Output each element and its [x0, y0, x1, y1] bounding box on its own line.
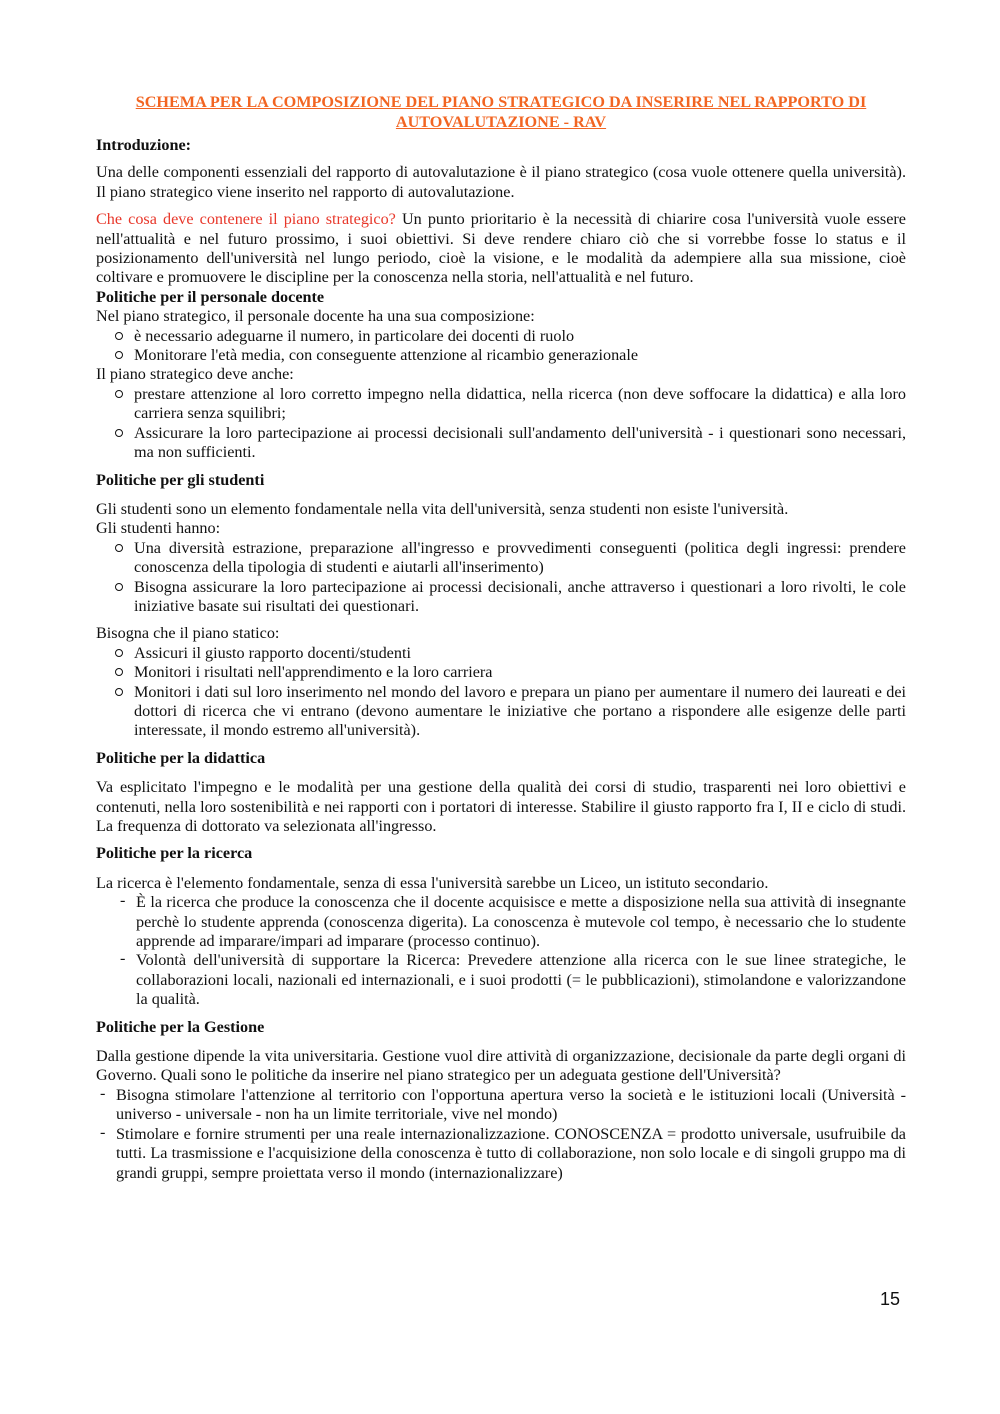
question-highlight: Che cosa deve contenere il piano strategico? [96, 210, 396, 229]
intro-paragraph: Una delle componenti essenziali del rapporto di autovalutazione è il piano strategico (cosa vuole ottenere quella università). Il piano strategico viene inserito nel rapporto di autovalutazione. [96, 163, 906, 201]
list-item: - Volontà dell'università di supportare la Ricerca: Prevedere attenzione alla ricerca con le sue linee strategiche, le collaborazioni locali, nazionali ed internazionali, e i suoi prodotti (= le pubblicazioni), stimolandone e valorizzandone la qualità. [96, 951, 906, 1009]
gestione-paragraph: Dalla gestione dipende la vita universitaria. Gestione vuol dire attività di organizzazione, decisionale da parte degli organi di Governo. Quali sono le politiche da inserire nel piano strategico per un adeguata gestione dell'Università? [96, 1047, 906, 1085]
list-item: è necessario adeguarne il numero, in particolare dei docenti di ruolo [96, 327, 906, 346]
list-item: Monitorare l'età media, con conseguente attenzione al ricambio generazionale [96, 346, 906, 365]
question-answer-text: Un punto prioritario è la necessità di chiarire cosa l'università vuole essere nell'attualità e nel futuro prossimo, i suoi obiettivi. Si deve rendere chiaro ciò che si vorrebbe fosse lo status e il posizionamento dell'università nel lungo periodo, cioè la visione, e le modalità da adempiere alla sua missione, cioè coltivare e promuovere le discipline per la conoscenza nella storia, nell'attualità e nel futuro. [96, 210, 906, 287]
ricerca-heading: Politiche per la ricerca [96, 844, 253, 863]
docenti-lead-2: Il piano strategico deve anche: [96, 365, 294, 384]
list-item: Assicuri il giusto rapporto docenti/studenti [96, 644, 906, 663]
list-item: prestare attenzione al loro corretto impegno nella didattica, nella ricerca (non deve soffocare la didattica) e alla loro carriera senza squilibri; [96, 385, 906, 424]
page-number: 15 [880, 1289, 901, 1309]
list-item: Bisogna assicurare la loro partecipazione ai processi decisionali, anche attraverso i questionari a loro rivolti, le cole iniziative basate sui risultati dei questionari. [96, 578, 906, 617]
studenti-heading: Politiche per gli studenti [96, 470, 265, 489]
docenti-lead-1: Nel piano strategico, il personale docente ha una sua composizione: [96, 307, 535, 326]
document-title: SCHEMA PER LA COMPOSIZIONE DEL PIANO STRATEGICO DA INSERIRE NEL RAPPORTO DI AUTOVALUTAZIONE - RAV [135, 93, 867, 131]
ricerca-list [96, 893, 906, 1009]
document-page [96, 93, 906, 1183]
studenti-lead-2: Bisogna che il piano statico: [96, 624, 280, 643]
studenti-lead-1: Gli studenti hanno: [96, 519, 221, 538]
list-item: Una diversità estrazione, preparazione all'ingresso e provvedimenti conseguenti (politica degli ingressi: prendere conoscenza della tipologia di studenti e aiutarli all'inserimento) [96, 539, 906, 578]
didattica-heading: Politiche per la didattica [96, 748, 266, 767]
docenti-list-1 [96, 327, 906, 366]
list-item: - È la ricerca che produce la conoscenza che il docente acquisisce e mette a disposizione nella sua attività di insegnante perchè lo studente apprenda (conoscenza digerita). La conoscenza è mutevole col tempo, è necessario che lo studente apprende ad imparare/impari ad imparare (processo continuo). [96, 893, 906, 951]
list-item: Monitori i dati sul loro inserimento nel mondo del lavoro e prepara un piano per aumentare il numero dei laureati e dei dottori di ricerca che vi entrano (devono aumentare le iniziative che portano a rispondere alle esigenze delle parti interessate, il mondo estremo all'università). [96, 683, 906, 741]
didattica-paragraph: Va esplicitato l'impegno e le modalità per una gestione della qualità dei corsi di studio, trasparenti nei loro obiettivi e contenuti, nella loro sostenibilità e nei rapporti con i portatori di interesse. Stabilire il giusto rapporto fra I, II e ciclo di studi. La frequenza di dottorato va selezionata all'ingresso. [96, 778, 906, 835]
studenti-paragraph: Gli studenti sono un elemento fondamentale nella vita dell'università, senza studenti non esiste l'università. [96, 499, 789, 518]
list-item: Monitori i risultati nell'apprendimento e la loro carriera [96, 663, 906, 682]
studenti-list-1 [96, 539, 906, 617]
docenti-list-2 [96, 385, 906, 463]
list-item: Assicurare la loro partecipazione ai processi decisionali sull'andamento dell'università - i questionari sono necessari, ma non sufficienti. [96, 424, 906, 463]
studenti-list-2 [96, 644, 906, 741]
intro-heading: Introduzione: [96, 136, 192, 154]
list-item: - Bisogna stimolare l'attenzione al territorio con l'opportuna apertura verso la società e le istituzioni locali (Università - universo - universale - non ha un limite territoriale, vive nel mondo) [96, 1086, 906, 1125]
list-item: - Stimolare e fornire strumenti per una reale internazionalizzazione. CONOSCENZA = prodotto universale, usufruibile da tutti. La trasmissione e l'acquisizione della conoscenza è tutto di collaborazione, non solo locale e di singoli gruppo ma di grandi gruppi, sempre proiettata verso il mondo (internazionalizzare) [96, 1125, 906, 1183]
gestione-list [96, 1086, 906, 1183]
docenti-heading: Politiche per il personale docente [96, 287, 325, 306]
ricerca-paragraph: La ricerca è l'elemento fondamentale, senza di essa l'università sarebbe un Liceo, un istituto secondario. [96, 873, 769, 892]
gestione-heading: Politiche per la Gestione [96, 1017, 265, 1036]
intro-question-paragraph [96, 210, 906, 288]
